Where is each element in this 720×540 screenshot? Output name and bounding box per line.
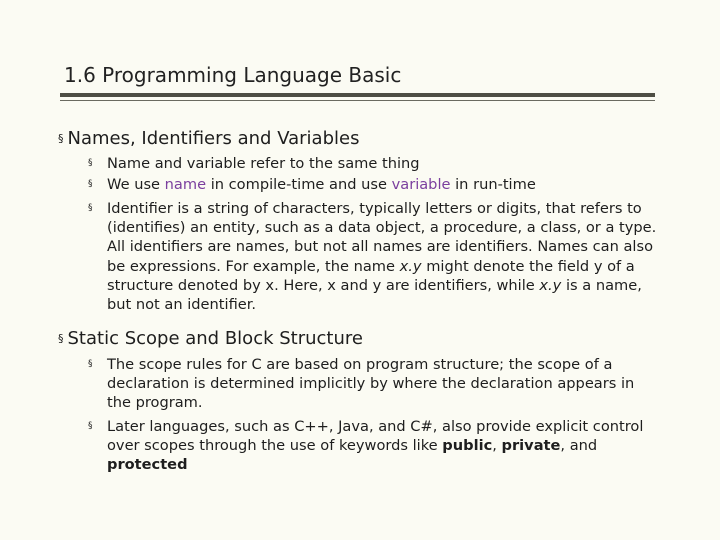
section-heading-text: Static Scope and Block Structure: [67, 328, 363, 349]
text-run: might denote the field y of a structure denoted by x. Here, x and y are identifiers, while: [107, 257, 635, 294]
code-xy: x.y: [539, 276, 562, 294]
list-item-text: The scope rules for C are based on program structure; the scope of a declaration is determined implicitly by where the declaration appears in the program.: [107, 356, 635, 412]
bullet-icon: §: [88, 158, 93, 168]
list-item: [88, 355, 658, 413]
text-run: is a name, but not an identifier.: [107, 276, 642, 314]
text-run: Later languages, such as C++, Java, and C#, also provide explicit control over scopes through the use of keywords like: [107, 418, 644, 455]
text-run: , and: [560, 437, 598, 455]
text-run: ,: [492, 437, 502, 455]
keyword-name: name: [164, 176, 207, 193]
title-rule-thick: [60, 93, 655, 97]
bullet-icon: §: [88, 203, 93, 213]
list-item-text: [107, 175, 658, 194]
list-item: [88, 154, 658, 173]
keyword-public: public: [442, 437, 493, 455]
list-item: [88, 199, 658, 314]
text-run: We use: [107, 176, 165, 193]
bullet-icon: §: [88, 421, 93, 431]
bullet-icon: §: [58, 332, 64, 345]
list-item-text: Name and variable refer to the same thing: [107, 155, 420, 172]
list-item: [88, 175, 658, 194]
title-rule-thin: [60, 100, 655, 101]
keyword-private: private: [501, 437, 561, 455]
code-xy: x.y: [399, 257, 422, 275]
list-item: [88, 417, 658, 475]
page-title: 1.6 Programming Language Basic: [64, 63, 402, 87]
keyword-variable: variable: [391, 176, 451, 193]
list-item-text: [107, 199, 658, 314]
section-heading-text: Names, Identifiers and Variables: [67, 128, 360, 149]
bullet-icon: §: [88, 179, 93, 189]
keyword-protected: protected: [107, 456, 188, 474]
section-heading-scope: [58, 328, 658, 350]
list-item-text: [107, 417, 658, 475]
text-run: in run-time: [450, 176, 536, 193]
section-heading-names: [58, 128, 658, 150]
bullet-icon: §: [58, 132, 64, 145]
bullet-icon: §: [88, 359, 93, 369]
text-run: in compile-time and use: [206, 176, 392, 193]
text-run: Identifier is a string of characters, typically letters or digits, that refers to (identifies) an entity, such as a data object, a procedure, a class, or a type. All identifiers are names, but not all names are identifiers. Names can also be expressions. For example, the name: [107, 200, 657, 275]
